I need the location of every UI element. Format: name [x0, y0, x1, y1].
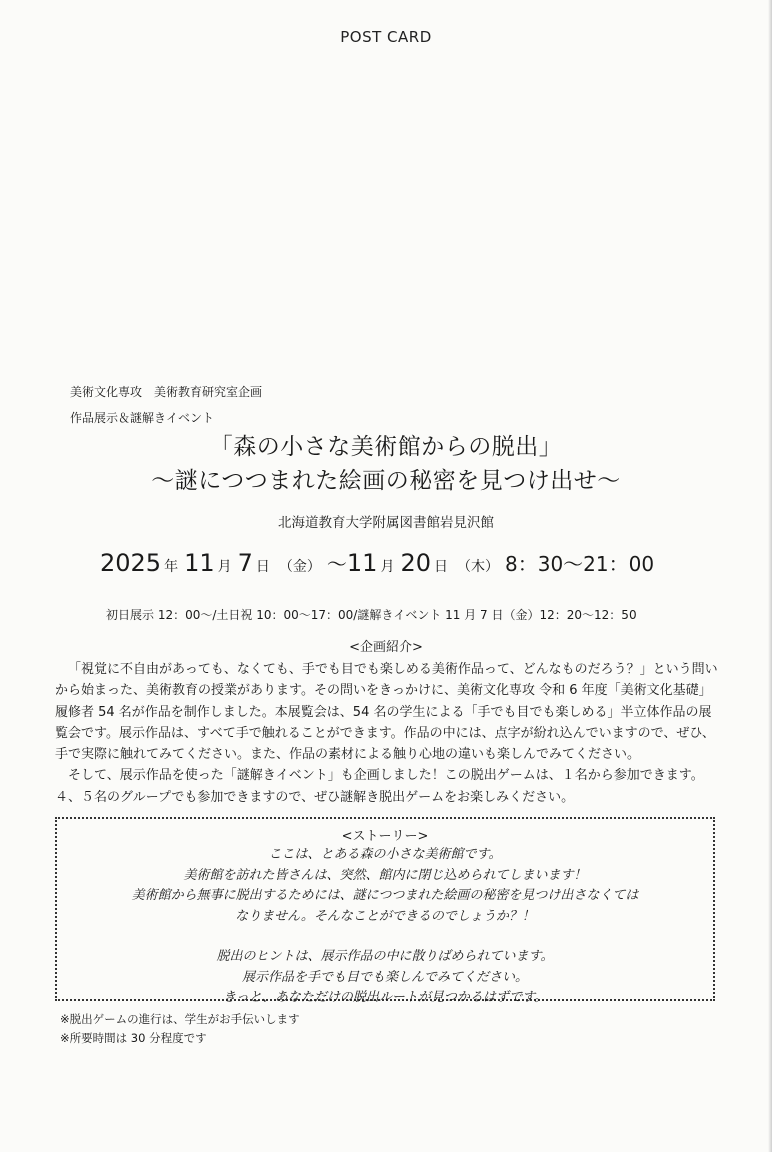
story-line: ここは、とある森の小さな美術館です。	[268, 847, 502, 862]
intro-heading: <企画紹介>	[349, 640, 423, 655]
start-weekday: （金）	[278, 559, 321, 575]
start-year: 2025	[100, 549, 162, 577]
story-line: なりません。そんなことができるのでしょうか？！	[235, 908, 535, 924]
date-separator: 〜	[326, 552, 347, 576]
card-edge-shadow	[768, 0, 772, 1152]
start-month: 11	[184, 549, 215, 577]
end-day: 20	[400, 549, 431, 577]
story-gap	[57, 927, 713, 947]
event-venue: 北海道教育大学附属図書館岩見沢館	[278, 515, 494, 531]
day-unit: 日	[255, 559, 270, 575]
footnote: ※所要時間は 30 分程度です	[60, 1030, 207, 1045]
story-line: 展示作品を手でも目でも楽しんでみてください。	[241, 969, 528, 985]
footnotes	[60, 1010, 300, 1047]
schedule-notes: 初日展示 12：00〜/土日祝 10：00〜17：00/謎解きイベント 11 月 7 日（金）12：20〜12：50	[106, 608, 637, 622]
story-heading: <ストーリー>	[341, 829, 429, 844]
story-box	[55, 817, 715, 1005]
story-line: 美術館を訪れた皆さんは、突然、館内に閉じ込められてしまいます！	[183, 867, 587, 883]
event-sponsor: 美術文化専攻 美術教育研究室企画	[70, 385, 263, 399]
story-line: 脱出のヒントは、展示作品の中に散りばめられています。	[216, 949, 554, 964]
event-subtitle: 〜謎につつまれた絵画の秘密を見つけ出せ〜	[151, 468, 621, 494]
year-unit: 年	[164, 559, 179, 575]
end-day-unit: 日	[434, 559, 448, 575]
opening-hours: 8：30〜21：00	[505, 552, 655, 576]
story-line: きっと、あなただけの脱出ルートが見つかるはずです。	[222, 990, 548, 1005]
intro-paragraph: そして、展示作品を使った「謎解きイベント」も企画しました！この脱出ゲームは、１名から参加できます。４、５名のグループでも参加できますので、ぜひ謎解き脱出ゲームをお楽しみください。	[55, 768, 704, 805]
end-weekday: （木）	[457, 559, 499, 575]
end-month-unit: 月	[380, 559, 395, 575]
postcard-label: POST CARD	[340, 28, 432, 46]
month-unit: 月	[217, 559, 232, 575]
event-type: 作品展示＆謎解きイベント	[70, 411, 215, 425]
footnote: ※脱出ゲームの進行は、学生がお手伝いします	[60, 1012, 300, 1026]
story-line: 美術館から無事に脱出するためには、謎につつまれた絵画の秘密を見つけ出さなくては	[131, 888, 639, 903]
end-month: 11	[346, 549, 378, 577]
intro-text	[55, 659, 720, 808]
event-title: 「森の小さな美術館からの脱出」	[209, 434, 563, 460]
start-day: 7	[237, 549, 253, 577]
story-text	[57, 845, 713, 1009]
intro-paragraph: 「視覚に不自由があっても、なくても、手でも目でも楽しめる美術作品って、どんなものだろう？」という問いから始まった、美術教育の授業があります。その問いをきっかけに、美術文化専攻 令和 6 年度「美術文化基礎」履修者 54 名が作品を制作しました。本展覧会は、54 名の学生による「手でも目でも楽しめる」半立体作品の展覧会です。展示作品は、すべて手で触れることができます。作品の中には、点字が紛れ込んでいますので、ぜひ、手で実際に触れてみてください。また、作品の素材による触り心地の違いも楽しんでみてください。	[55, 662, 718, 763]
event-dates	[100, 548, 654, 577]
